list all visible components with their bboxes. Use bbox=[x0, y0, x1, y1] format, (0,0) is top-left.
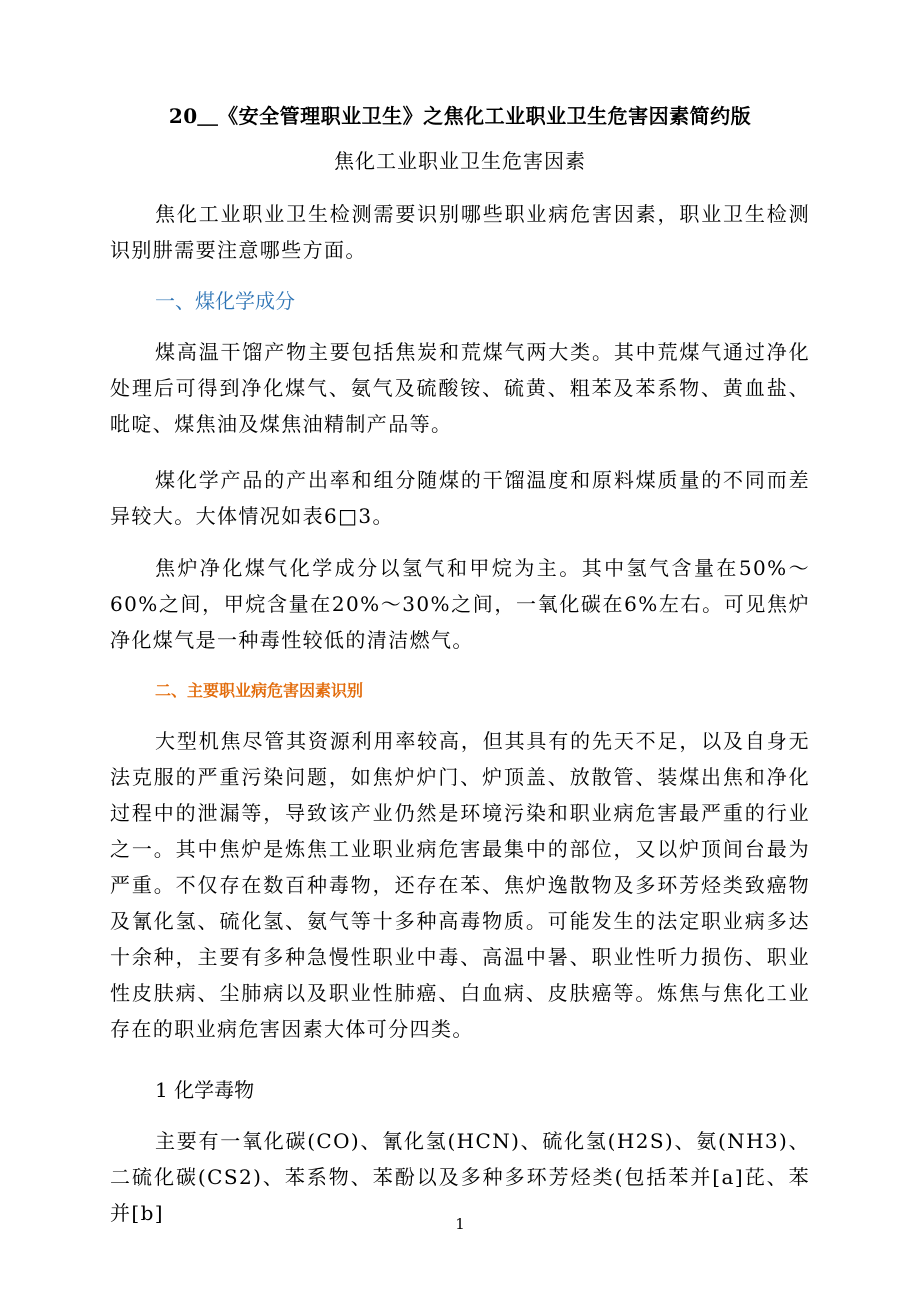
section2-heading: 二、主要职业病危害因素识别 bbox=[155, 681, 364, 700]
page-number: 1 bbox=[455, 1215, 465, 1233]
section1-paragraph-2: 煤化学产品的产出率和组分随煤的干馏温度和原料煤质量的不同而差异较大。大体情况如表6□3。 bbox=[110, 468, 810, 528]
subsection1-paragraph-1: 主要有一氧化碳(CO)、氰化氢(HCN)、硫化氢(H2S)、氨(NH3)、二硫化碳(CS2)、苯系物、苯酚以及多种多环芳烃类(包括苯并[a]芘、苯并[b] bbox=[110, 1129, 810, 1225]
document-subtitle: 焦化工业职业卫生危害因素 bbox=[334, 149, 586, 173]
section1-heading: 一、煤化学成分 bbox=[155, 289, 295, 313]
subsection1-heading: 1 化学毒物 bbox=[155, 1078, 255, 1102]
section2-paragraph-1: 大型机焦尽管其资源利用率较高，但其具有的先天不足，以及自身无法克服的严重污染问题，如焦炉炉门、炉顶盖、放散管、装煤出焦和净化过程中的泄漏等，导致该产业仍然是环境污染和职业病危害最严重的行业之一。其中焦炉是炼焦工业职业病危害最集中的部位，又以炉顶间台最为严重。不仅存在数百种毒物，还存在苯、焦炉逸散物及多环芳烃类致癌物及氰化氢、硫化氢、氨气等十多种高毒物质。可能发生的法定职业病多达十余种，主要有多种急慢性职业中毒、高温中暑、职业性听力损伤、职业性皮肤病、尘肺病以及职业性肺癌、白血病、皮肤癌等。炼焦与焦化工业存在的职业病危害因素大体可分四类。 bbox=[110, 729, 810, 1041]
intro-paragraph: 焦化工业职业卫生检测需要识别哪些职业病危害因素，职业卫生检测识别肼需要注意哪些方面。 bbox=[110, 202, 810, 262]
section1-paragraph-3: 焦炉净化煤气化学成分以氢气和甲烷为主。其中氢气含量在50%～60%之间，甲烷含量在20%～30%之间，一氧化碳在6%左右。可见焦炉净化煤气是一种毒性较低的清洁燃气。 bbox=[110, 556, 810, 652]
document-title: 20＿《安全管理职业卫生》之焦化工业职业卫生危害因素简约版 bbox=[168, 104, 752, 128]
section1-paragraph-1: 煤高温干馏产物主要包括焦炭和荒煤气两大类。其中荒煤气通过净化处理后可得到净化煤气、氨气及硫酸铵、硫黄、粗苯及苯系物、黄血盐、吡啶、煤焦油及煤焦油精制产品等。 bbox=[110, 340, 810, 436]
